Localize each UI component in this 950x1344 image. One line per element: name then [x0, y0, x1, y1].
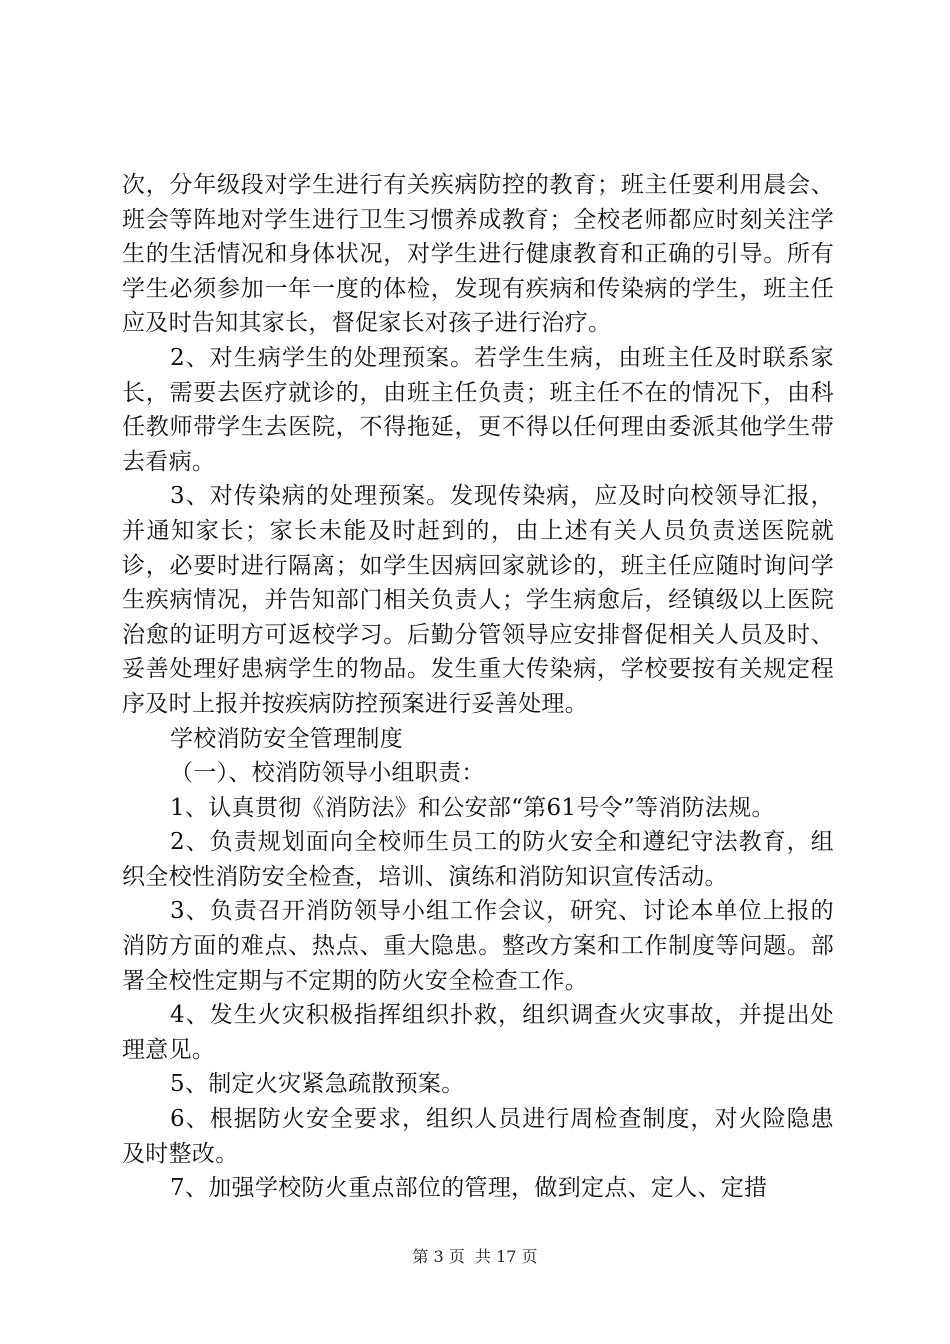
paragraph-infectious-disease-plan: 3、对传染病的处理预案。发现传染病，应及时向校领导汇报，并通知家长；家长未能及时赶到的，由上述有关人员负责送医院就诊，必要时进行隔离；如学生因病回家就诊的，班主任应随时询问学生疾病情况，并告知部门相关负责人；学生病愈后，经镇级以上医院治愈的证明方可返校学习。后勤分管领导应安排督促相关人员及时、妥善处理好患病学生的物品。发生重大传染病，学校要按有关规定程序及时上报并按疾病防控预案进行妥善处理。: [122, 483, 834, 717]
list-item-7: 7、加强学校防火重点部位的管理，做到定点、定人、定措: [170, 1175, 768, 1202]
page-number-label: 第 3 页 共 17 页: [412, 1247, 538, 1266]
document-body: [122, 168, 834, 1206]
section-title-fire-safety: 学校消防安全管理制度: [170, 725, 403, 752]
list-item-5: 5、制定火灾紧急疏散预案。: [170, 1071, 465, 1098]
paragraph-sick-student-plan: 2、对生病学生的处理预案。若学生生病，由班主任及时联系家长，需要去医疗就诊的，由班主任负责；班主任不在的情况下，由科任教师带学生去医院，不得拖延，更不得以任何理由委派其他学生带去看病。: [122, 344, 834, 475]
subsection-title-fire-leadership: （一）、校消防领导小组职责：: [170, 760, 485, 787]
list-item-3: 3、负责召开消防领导小组工作会议，研究、讨论本单位上报的消防方面的难点、热点、重大隐患。整改方案和工作制度等问题。部署全校性定期与不定期的防火安全检查工作。: [122, 898, 834, 994]
list-item-6: 6、根据防火安全要求，组织人员进行周检查制度，对火险隐患及时整改。: [122, 1106, 834, 1167]
list-item-4: 4、发生火灾积极指挥组织扑救，组织调查火灾事故，并提出处理意见。: [122, 1002, 834, 1063]
page-footer: [0, 1244, 950, 1267]
list-item-2: 2、负责规划面向全校师生员工的防火安全和遵纪守法教育，组织全校性消防安全检查，培训、演练和消防知识宣传活动。: [122, 829, 834, 890]
list-item-1: 1、认真贯彻《消防法》和公安部“第61号令”等消防法规。: [170, 794, 775, 821]
paragraph-continuation: 次，分年级段对学生进行有关疾病防控的教育；班主任要利用晨会、班会等阵地对学生进行卫生习惯养成教育；全校老师都应时刻关注学生的生活情况和身体状况，对学生进行健康教育和正确的引导。所有学生必须参加一年一度的体检，发现有疾病和传染病的学生，班主任应及时告知其家长，督促家长对孩子进行治疗。: [122, 172, 834, 337]
